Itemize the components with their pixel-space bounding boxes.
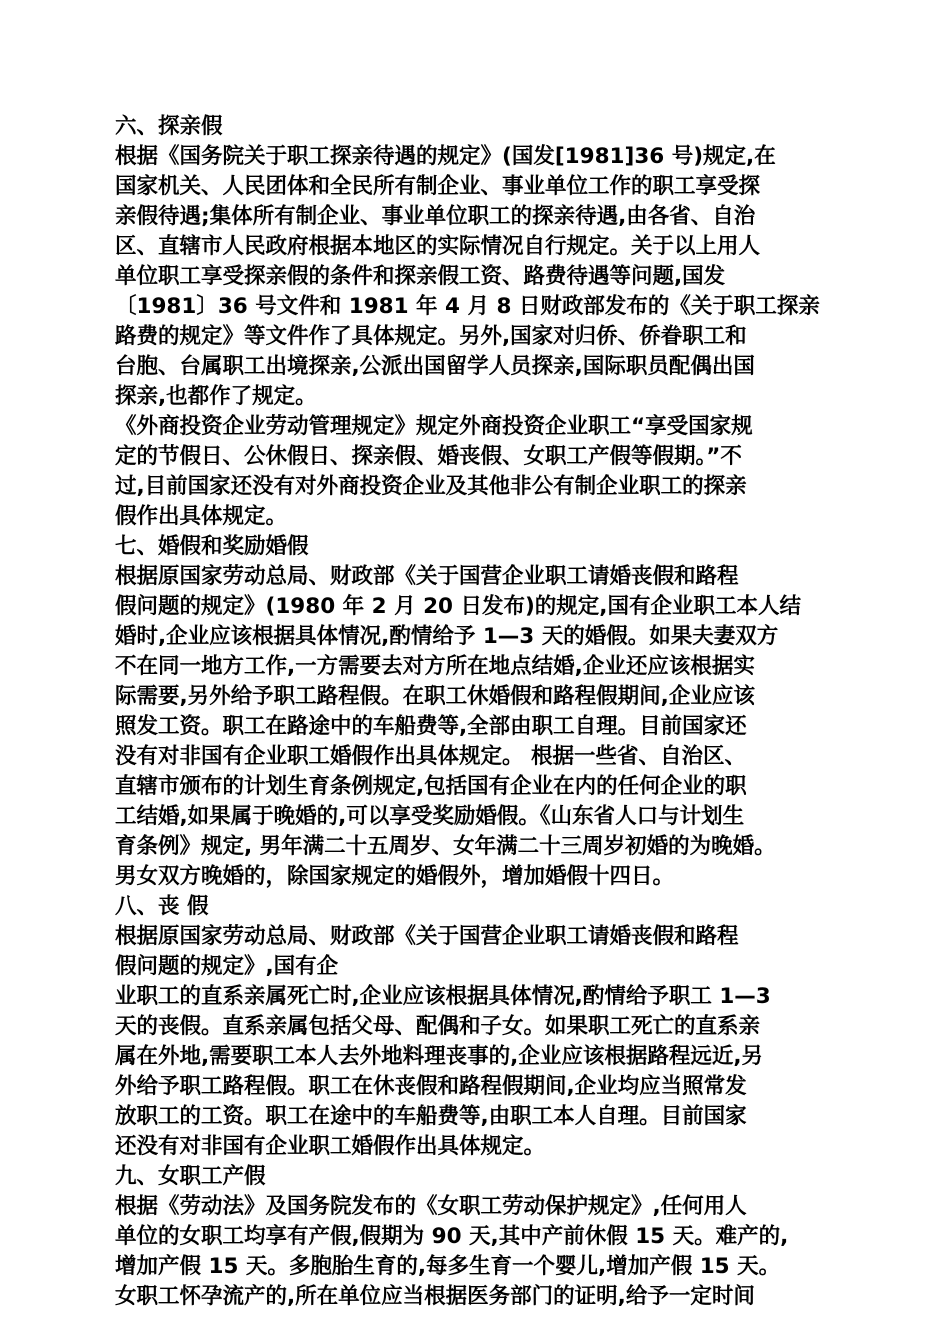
text-line: 探亲,也都作了规定。 [115,384,317,409]
text-line: 照发工资。职工在路途中的车船费等,全部由职工自理。目前国家还 [115,714,747,739]
text-line: 根据《国务院关于职工探亲待遇的规定》(国发[1981]36 号)规定,在 [115,144,776,169]
heading-seven: 七、婚假和奖励婚假 [115,534,309,559]
text-line: 没有对非国有企业职工婚假作出具体规定。 根据一些省、自治区、 [115,744,746,769]
text-line: 根据原国家劳动总局、财政部《关于国营企业职工请婚丧假和路程 [115,564,739,589]
text-line: 区、直辖市人民政府根据本地区的实际情况自行规定。关于以上用人 [115,234,761,259]
text-line: 根据《劳动法》及国务院发布的《女职工劳动保护规定》,任何用人 [115,1194,747,1219]
text-line: 不在同一地方工作,一方需要去对方所在地点结婚,企业还应该根据实 [115,654,755,679]
text-line: 单位的女职工均享有产假,假期为 90 天,其中产前休假 15 天。难产的, [115,1224,789,1249]
text-line: 天的丧假。直系亲属包括父母、配偶和子女。如果职工死亡的直系亲 [115,1014,761,1039]
text-line: 〔1981〕36 号文件和 1981 年 4 月 8 日财政部发布的《关于职工探亲 [115,294,820,319]
text-line: 放职工的工资。职工在途中的车船费等,由职工本人自理。目前国家 [115,1104,747,1129]
text-line: 外给予职工路程假。职工在休丧假和路程假期间,企业均应当照常发 [115,1074,747,1099]
text-line: 定的节假日、公休假日、探亲假、婚丧假、女职工产假等假期。”不 [115,444,742,469]
document-page [115,112,840,1312]
heading-nine: 九、女职工产假 [115,1164,266,1189]
heading-six: 六、探亲假 [115,114,223,139]
text-line: 亲假待遇;集体所有制企业、事业单位职工的探亲待遇,由各省、自治 [115,204,756,229]
text-line: 《外商投资企业劳动管理规定》规定外商投资企业职工“享受国家规 [115,414,753,439]
text-line: 业职工的直系亲属死亡时,企业应该根据具体情况,酌情给予职工 1—3 [115,984,771,1009]
text-line: 育条例》规定, 男年满二十五周岁、女年满二十三周岁初婚的为晚婚。 [115,834,776,859]
text-line: 婚时,企业应该根据具体情况,酌情给予 1—3 天的婚假。如果夫妻双方 [115,624,779,649]
text-line: 国家机关、人民团体和全民所有制企业、事业单位工作的职工享受探 [115,174,761,199]
text-line: 假问题的规定》(1980 年 2 月 20 日发布)的规定,国有企业职工本人结 [115,594,801,619]
text-line: 属在外地,需要职工本人去外地料理丧事的,企业应该根据路程远近,另 [115,1044,764,1069]
text-line: 假问题的规定》,国有企 [115,954,339,979]
text-line: 女职工怀孕流产的,所在单位应当根据医务部门的证明,给予一定时间 [115,1284,755,1309]
text-line: 际需要,另外给予职工路程假。在职工休婚假和路程假期间,企业应该 [115,684,755,709]
text-line: 台胞、台属职工出境探亲,公派出国留学人员探亲,国际职员配偶出国 [115,354,755,379]
text-line: 工结婚,如果属于晚婚的,可以享受奖励婚假。《山东省人口与计划生 [115,804,745,829]
text-line: 路费的规定》等文件作了具体规定。另外,国家对归侨、侨眷职工和 [115,324,747,349]
text-line: 还没有对非国有企业职工婚假作出具体规定。 [115,1134,546,1159]
text-line: 增加产假 15 天。多胞胎生育的,每多生育一个婴儿,增加产假 15 天。 [115,1254,781,1279]
text-line: 单位职工享受探亲假的条件和探亲假工资、路费待遇等问题,国发 [115,264,726,289]
text-line: 假作出具体规定。 [115,504,288,529]
text-line: 男女双方晚婚的，除国家规定的婚假外，增加婚假十四日。 [115,864,675,889]
heading-eight: 八、丧 假 [115,894,209,919]
text-line: 直辖市颁布的计划生育条例规定,包括国有企业在内的任何企业的职 [115,774,747,799]
text-line: 过,目前国家还没有对外商投资企业及其他非公有制企业职工的探亲 [115,474,747,499]
text-line: 根据原国家劳动总局、财政部《关于国营企业职工请婚丧假和路程 [115,924,739,949]
